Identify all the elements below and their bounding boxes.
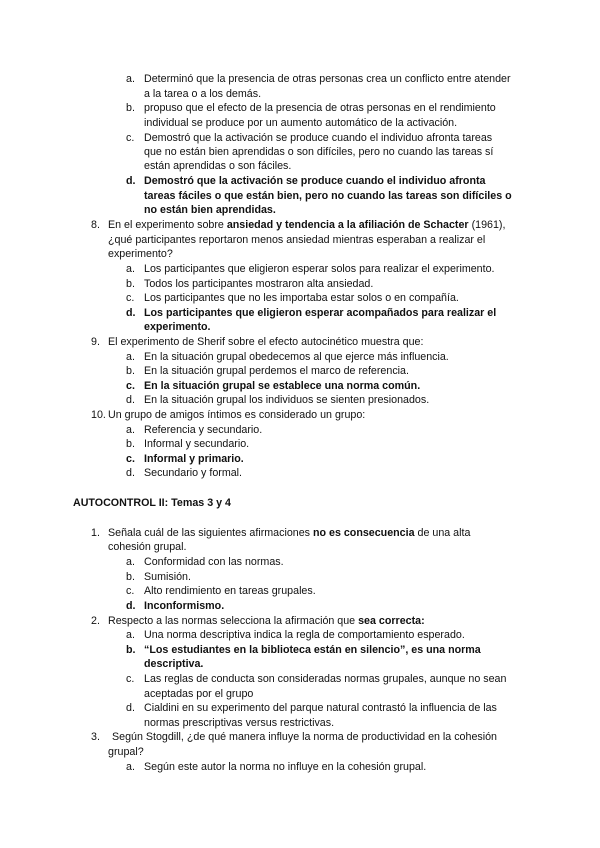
option-text: que no están bien aprendidas o son difíciles, pero no cuando las tareas sí: [144, 146, 494, 158]
option-text-correct: experimento.: [144, 321, 211, 333]
question-text-part: de una alta: [414, 527, 471, 539]
option-label: c.: [126, 132, 135, 144]
option-text-correct: “Los estudiantes en la biblioteca están en silencio”, es una norma: [144, 644, 481, 656]
option-label-correct: c.: [126, 453, 135, 465]
question-text-emphasis: sea correcta:: [358, 615, 425, 627]
option-text: aceptadas por el grupo: [144, 688, 254, 700]
option-label: a.: [126, 424, 135, 436]
option-text: propuso que el efecto de la presencia de otras personas en el rendimiento: [144, 102, 496, 114]
option-label: c.: [126, 585, 135, 597]
option-text: Demostró que la activación se produce cuando el individuo afronta tareas: [144, 132, 493, 144]
question-text-emphasis: no es consecuencia: [312, 527, 415, 539]
option-text: Según este autor la norma no influye en la cohesión grupal.: [144, 761, 427, 773]
question-text-part: (1961),: [468, 219, 506, 231]
option-text: Alto rendimiento en tareas grupales.: [144, 585, 316, 597]
option-text: Los participantes que eligieron esperar solos para realizar el experimento.: [144, 263, 495, 275]
option-text-correct: tareas fáciles o que están bien, pero no cuando las tareas son difíciles o: [144, 190, 512, 202]
option-text-correct: descriptiva.: [144, 658, 204, 670]
option-text: individual se produce por un aumento automático de la activación.: [144, 117, 458, 129]
question-number: 8.: [91, 219, 100, 231]
question-text-part: En el experimento sobre: [108, 219, 227, 231]
option-text: Una norma descriptiva indica la regla de comportamiento esperado.: [144, 629, 465, 641]
question-text: Según Stogdill, ¿de qué manera influye la norma de productividad en la cohesión: [112, 731, 497, 743]
option-label: a.: [126, 263, 135, 275]
option-label: a.: [126, 761, 135, 773]
question-text: Un grupo de amigos íntimos es considerado un grupo:: [108, 409, 366, 421]
option-label: d.: [126, 394, 135, 406]
option-text-correct: Demostró que la activación se produce cuando el individuo afronta: [144, 175, 486, 187]
question-text-part: Respecto a las normas selecciona la afirmación que: [108, 615, 359, 627]
option-label: b.: [126, 571, 135, 583]
option-label-correct: b.: [126, 644, 136, 656]
option-label-correct: d.: [126, 307, 136, 319]
question-text: [108, 219, 505, 232]
question-text: cohesión grupal.: [108, 541, 187, 553]
option-text: normas prescriptivas versus restrictivas.: [144, 717, 335, 729]
option-label-correct: c.: [126, 380, 135, 392]
question-number: 3.: [91, 731, 100, 743]
option-label: a.: [126, 629, 135, 641]
question-text: [108, 615, 425, 628]
option-label-correct: d.: [126, 600, 136, 612]
option-text: Todos los participantes mostraron alta ansiedad.: [144, 278, 374, 290]
option-text: En la situación grupal perdemos el marco de referencia.: [144, 365, 409, 377]
option-text: están aprendidas o son fáciles.: [144, 160, 292, 172]
option-text: Referencia y secundario.: [144, 424, 263, 436]
option-text-correct: Los participantes que eligieron esperar acompañados para realizar el: [144, 307, 497, 319]
option-label: a.: [126, 556, 135, 568]
question-text: [108, 527, 470, 540]
question-number: 1.: [91, 527, 100, 539]
option-text: Determinó que la presencia de otras personas crea un conflicto entre atender: [144, 73, 511, 85]
option-text: Conformidad con las normas.: [144, 556, 284, 568]
option-text-correct: En la situación grupal se establece una norma común.: [144, 380, 421, 392]
option-text: Las reglas de conducta son consideradas normas grupales, aunque no sean: [144, 673, 507, 685]
option-label: d.: [126, 467, 135, 479]
option-text-correct: Informal y primario.: [144, 453, 244, 465]
question-number: 2.: [91, 615, 100, 627]
question-text-part: Señala cuál de las siguientes afirmaciones: [108, 527, 313, 539]
option-label: c.: [126, 673, 135, 685]
option-label: b.: [126, 278, 135, 290]
option-text: Informal y secundario.: [144, 438, 250, 450]
option-text-correct: Inconformismo.: [144, 600, 225, 612]
option-label: b.: [126, 102, 135, 114]
question-number: 10.: [91, 409, 106, 421]
option-text: Los participantes que no les importaba estar solos o en compañía.: [144, 292, 459, 304]
option-label: a.: [126, 73, 135, 85]
option-text: En la situación grupal los individuos se sienten presionados.: [144, 394, 430, 406]
option-text: Sumisión.: [144, 571, 191, 583]
question-text: grupal?: [108, 746, 144, 758]
option-label: b.: [126, 365, 135, 377]
question-text: El experimento de Sherif sobre el efecto autocinético muestra que:: [108, 336, 424, 348]
option-label: a.: [126, 351, 135, 363]
option-text-correct: no están bien aprendidas.: [144, 204, 276, 216]
section-heading: AUTOCONTROL II: Temas 3 y 4: [73, 497, 231, 509]
question-text: experimento?: [108, 248, 173, 260]
option-text: Secundario y formal.: [144, 467, 243, 479]
question-number: 9.: [91, 336, 100, 348]
option-label: b.: [126, 438, 135, 450]
question-text-emphasis: ansiedad y tendencia a la afiliación de Schacter: [226, 219, 469, 231]
option-text: En la situación grupal obedecemos al que ejerce más influencia.: [144, 351, 449, 363]
option-text: Cialdini en su experimento del parque natural contrastó la influencia de las: [144, 702, 497, 714]
option-label: d.: [126, 702, 135, 714]
option-label: c.: [126, 292, 135, 304]
option-label-correct: d.: [126, 175, 136, 187]
option-text: a la tarea o a los demás.: [144, 88, 262, 100]
question-text: ¿qué participantes reportaron menos ansiedad mientras esperaban a realizar el: [108, 234, 486, 246]
